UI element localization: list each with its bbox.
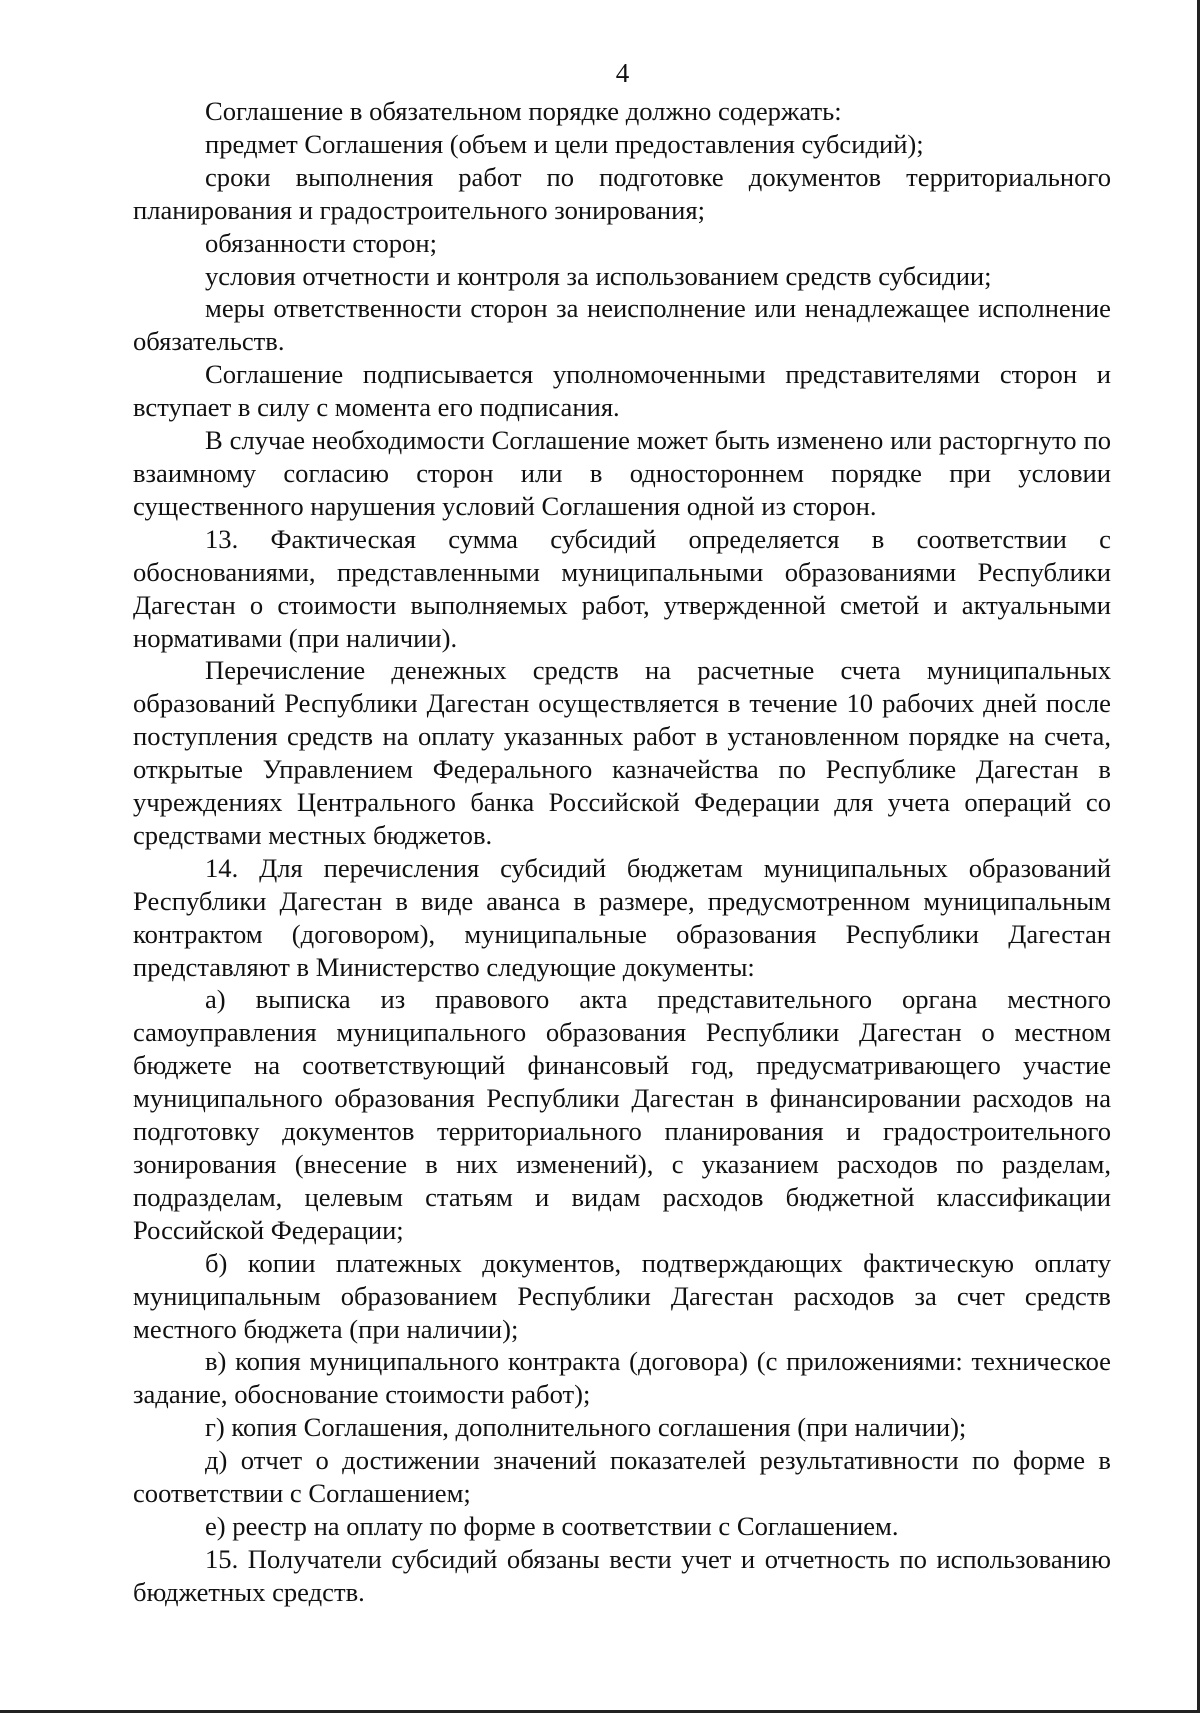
paragraph-item-v: в) копия муниципального контракта (договора) (с приложениями: техническое задание, обоснование стоимости работ); xyxy=(133,1346,1111,1410)
paragraph-14-advance-documents: 14. Для перечисления субсидий бюджетам муниципальных образований Республики Дагестан в виде аванса в размере, предусмотренном муниципальным контрактом (договором), муниципальные образования Республики Дагестан представляют в Министерство следующие документы: xyxy=(133,852,1111,982)
paragraph-liability: меры ответственности сторон за неисполнение или ненадлежащее исполнение обязательств. xyxy=(133,293,1111,357)
paragraph-agreement-subject: предмет Соглашения (объем и цели предоставления субсидий); xyxy=(205,128,924,159)
paragraph-item-e: е) реестр на оплату по форме в соответствии с Соглашением. xyxy=(205,1510,899,1541)
paragraph-work-deadlines: сроки выполнения работ по подготовке документов территориального планирования и градостроительного зонирования; xyxy=(133,161,1111,225)
paragraph-funds-transfer: Перечисление денежных средств на расчетные счета муниципальных образований Республики Дагестан осуществляется в течение 10 рабочих дней после поступления средств на оплату указанных работ в установленном порядке на счета, открытые Управлением Федерального казначейства по Республике Дагестан в учреждениях Центрального банка Российской Федерации для учета операций со средствами местных бюджетов. xyxy=(133,655,1111,850)
page-number: 4 xyxy=(615,58,630,88)
paragraph-reporting-conditions: условия отчетности и контроля за использованием средств субсидии; xyxy=(205,260,992,291)
document-body xyxy=(133,95,1111,1609)
paragraph-13-subsidy-amount: 13. Фактическая сумма субсидий определяется в соответствии с обоснованиями, представленными муниципальными образованиями Республики Дагестан о стоимости выполняемых работ, утвержденной сметой и актуальными нормативами (при наличии). xyxy=(133,523,1111,653)
paragraph-amendment: В случае необходимости Соглашение может быть изменено или расторгнуто по взаимному согласию сторон или в одностороннем порядке при условии существенного нарушения условий Соглашения одной из сторон. xyxy=(133,425,1111,521)
paragraph-signing: Соглашение подписывается уполномоченными представителями сторон и вступает в силу с момента его подписания. xyxy=(133,359,1111,423)
paragraph-15-accounting: 15. Получатели субсидий обязаны вести учет и отчетность по использованию бюджетных средств. xyxy=(133,1543,1111,1607)
paragraph-item-g: г) копия Соглашения, дополнительного соглашения (при наличии); xyxy=(205,1412,967,1443)
paragraph-item-d: д) отчет о достижении значений показателей результативности по форме в соответствии с Соглашением; xyxy=(133,1445,1111,1509)
paragraph-item-b: б) копии платежных документов, подтверждающих фактическую оплату муниципальным образованием Республики Дагестан расходов за счет средств местного бюджета (при наличии); xyxy=(133,1247,1111,1344)
paragraph-item-a: а) выписка из правового акта представительного органа местного самоуправления муниципального образования Республики Дагестан о местном бюджете на соответствующий финансовый год, предусматривающего участие муниципального образования Республики Дагестан в финансировании расходов на подготовку документов территориального планирования и градостроительного зонирования (внесение в них изменений), с указанием расходов по разделам, подразделам, целевым статьям и видам расходов бюджетной классификации Российской Федерации; xyxy=(133,984,1111,1245)
paragraph-agreement-contents: Соглашение в обязательном порядке должно содержать: xyxy=(205,96,842,126)
paragraph-obligations: обязанности сторон; xyxy=(205,227,438,258)
